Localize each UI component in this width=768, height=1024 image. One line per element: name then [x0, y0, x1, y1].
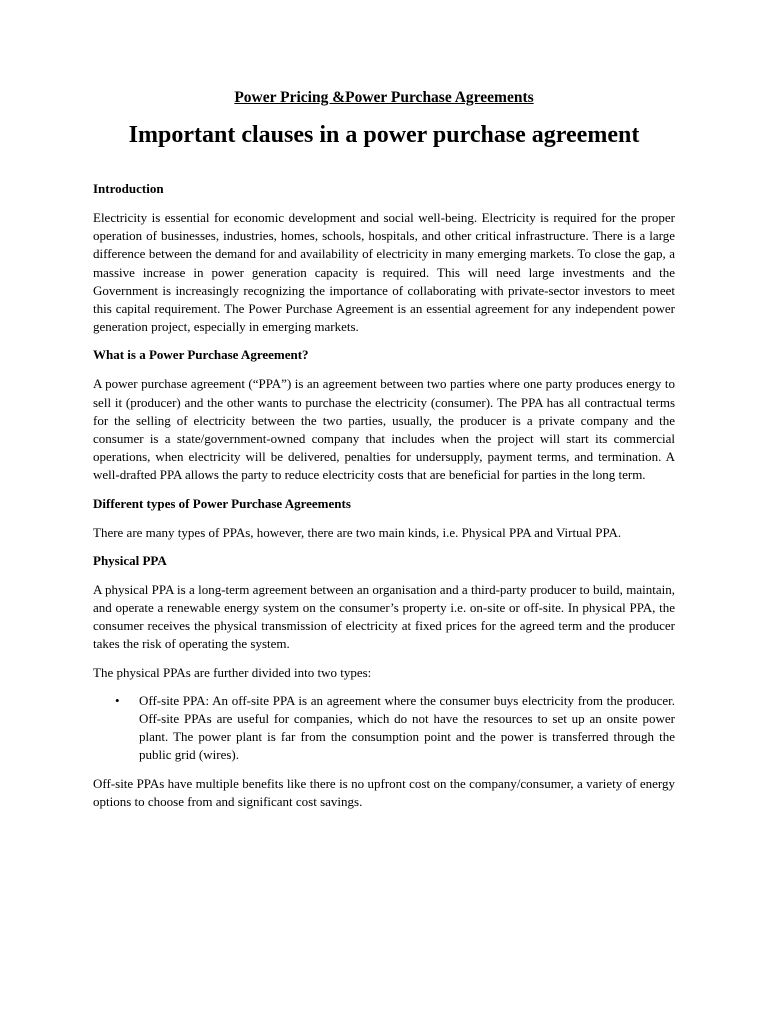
bullet-icon: • [115, 692, 120, 708]
section-heading-physical-ppa: Physical PPA [93, 552, 167, 568]
types-of-ppa-paragraph: There are many types of PPAs, however, there are two main kinds, i.e. Physical PPA and Virtual PPA. [93, 524, 622, 540]
section-what-is-ppa [93, 346, 675, 484]
physical-ppa-bullet-list [93, 692, 675, 765]
section-heading-types-of-ppa: Different types of Power Purchase Agreements [93, 495, 351, 511]
document-heading: Important clauses in a power purchase agreement [128, 122, 640, 148]
section-introduction [93, 180, 675, 336]
off-site-ppa-bullet-text: Off-site PPA: An off-site PPA is an agreement where the consumer buys electricity from the producer. Off-site PPAs are useful for companies, which do not have the resources to set up an onsite power plant. The power plant is far from the consumption point and the power is transferred through the public grid (wires). [139, 692, 675, 763]
section-physical-ppa [93, 552, 675, 811]
off-site-ppa-benefits-paragraph: Off-site PPAs have multiple benefits like there is no upfront cost on the company/consumer, a variety of energy options to choose from and significant cost savings. [93, 775, 675, 809]
what-is-ppa-paragraph: A power purchase agreement (“PPA”) is an agreement between two parties where one party produces energy to sell it (producer) and the other wants to purchase the electricity (consumer). The PPA has all contractual terms for the selling of electricity between the two parties, usually, the producer is a private company and the consumer is a state/government-owned company that includes when the project will start its commercial operations, when electricity will be delivered, penalties for undersupply, payment terms, and termination. A well-drafted PPA allows the party to reduce electricity costs that are beneficial for parties in the long term. [93, 376, 675, 483]
document-title: Power Pricing &Power Purchase Agreements [234, 89, 534, 106]
section-types-of-ppa [93, 495, 675, 542]
introduction-paragraph: Electricity is essential for economic development and social well-being. Electricity is required for the proper operation of businesses, industries, homes, schools, hospitals, and other critical infrastructure. There is a large difference between the demand for and availability of electricity in many emerging markets. To close the gap, a massive increase in power generation capacity is required. This will need large investments and the Government is increasingly recognizing the importance of collaborating with private-sector investors to meet this capital requirement. The Power Purchase Agreement is an essential agreement for any independent power generation project, especially in emerging markets. [93, 210, 675, 335]
section-heading-what-is-ppa: What is a Power Purchase Agreement? [93, 347, 309, 363]
section-heading-introduction: Introduction [93, 181, 164, 196]
physical-ppa-types-intro: The physical PPAs are further divided into two types: [93, 664, 372, 680]
list-item [115, 692, 675, 765]
physical-ppa-paragraph: A physical PPA is a long-term agreement between an organisation and a third-party producer to build, maintain, and operate a renewable energy system on the consumer’s property i.e. on-site or off-site. In physical PPA, the consumer receives the physical transmission of electricity at fixed prices for the agreed term and the producer takes the risk of operating the system. [93, 581, 675, 652]
